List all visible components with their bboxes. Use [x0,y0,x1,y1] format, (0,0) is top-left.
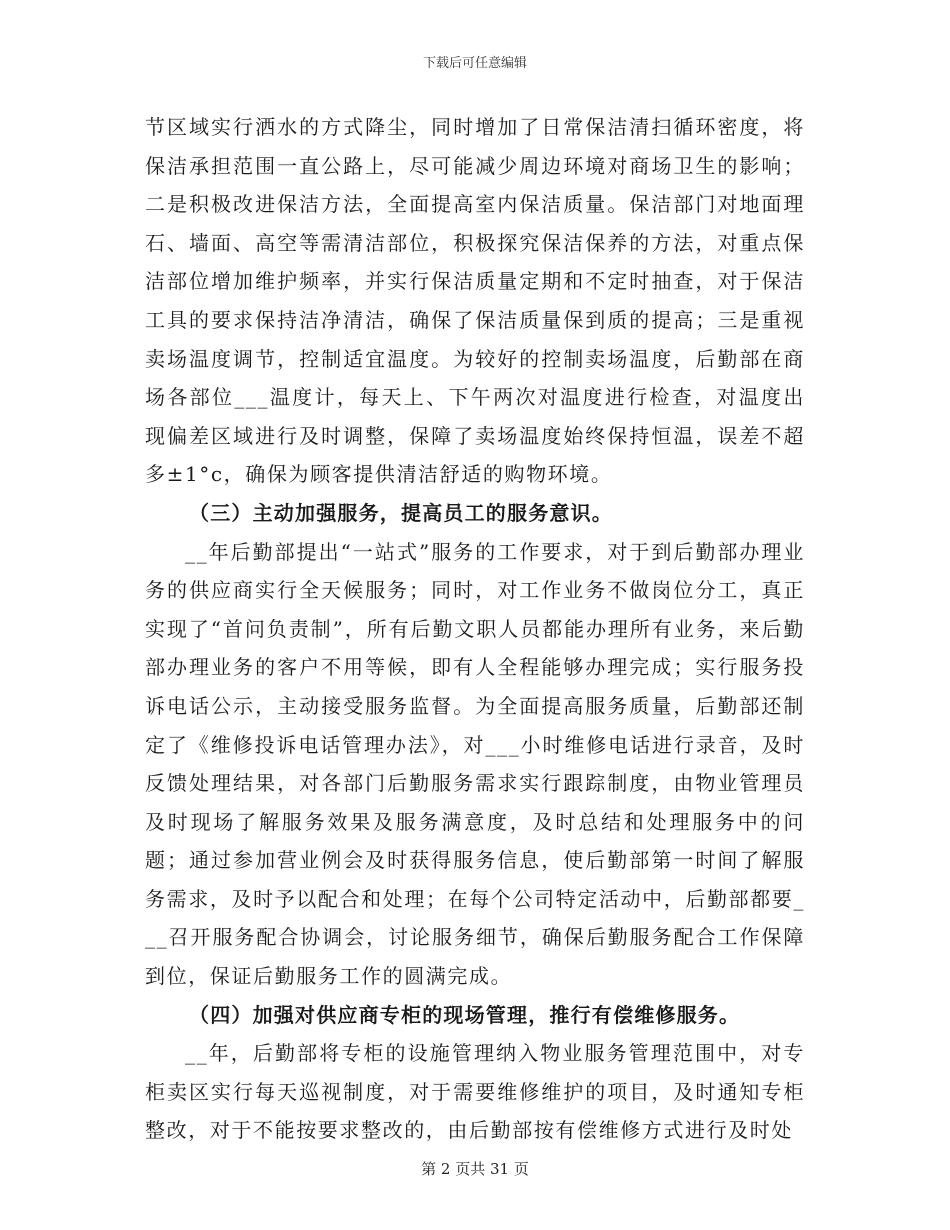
body-paragraph-1: 节区域实行洒水的方式降尘，同时增加了日常保洁清扫循环密度，将保洁承担范围一直公路上，尽可能减少周边环境对商场卫生的影响；二是积极改进保洁方法，全面提高室内保洁质量。保洁部门对地面理石、墙面、高空等需清洁部位，积极探究保洁保养的方法，对重点保洁部位增加维护频率，并实行保洁质量定期和不定时抽查，对于保洁工具的要求保持洁净清洁，确保了保洁质量保到质的提高；三是重视卖场温度调节，控制适宜温度。为较好的控制卖场温度，后勤部在商场各部位___温度计，每天上、下午两次对温度进行检查，对温度出现偏差区域进行及时调整，保障了卖场温度始终保持恒温，误差不超多±1°c，确保为顾客提供清洁舒适的购物环境。 [145,115,805,487]
section-heading-3: （三）主动加强服务，提高员工的服务意识。 [189,500,613,525]
body-paragraph-2: __年后勤部提出“一站式”服务的工作要求，对于到后勤部办理业务的供应商实行全天候服务；同时，对工作业务不做岗位分工，真正实现了“首问负责制”，所有后勤文职人员都能办理所有业务，来后勤部办理业务的客户不用等候，即有人全程能够办理完成；实行服务投诉电话公示，主动接受服务监督。为全面提高服务质量，后勤部还制定了《维修投诉电话管理办法》，对___小时维修电话进行录音，及时反馈处理结果，对各部门后勤服务需求实行跟踪制度，由物业管理员及时现场了解服务效果及服务满意度，及时总结和处理服务中的问题；通过参加营业例会及时获得服务信息，使后勤部第一时间了解服务需求，及时予以配合和处理；在每个公司特定活动中，后勤部都要___召开服务配合协调会，讨论服务细节，确保后勤服务配合工作保障到位，保证后勤服务工作的圆满完成。 [145,539,805,989]
page-header: 下载后可任意编辑 [422,56,527,71]
body-paragraph-3: __年，后勤部将专柜的设施管理纳入物业服务管理范围中，对专柜卖区实行每天巡视制度，对于需要维修维护的项目，及时通知专柜整改，对于不能按要求整改的，由后勤部按有偿维修方式进行及时处 [145,1041,805,1143]
section-heading-4: （四）加强对供应商专柜的现场管理，推行有偿维修服务。 [189,1002,741,1027]
document-body [145,108,805,1150]
page-footer: 第 2 页共 31 页 [421,1160,529,1178]
